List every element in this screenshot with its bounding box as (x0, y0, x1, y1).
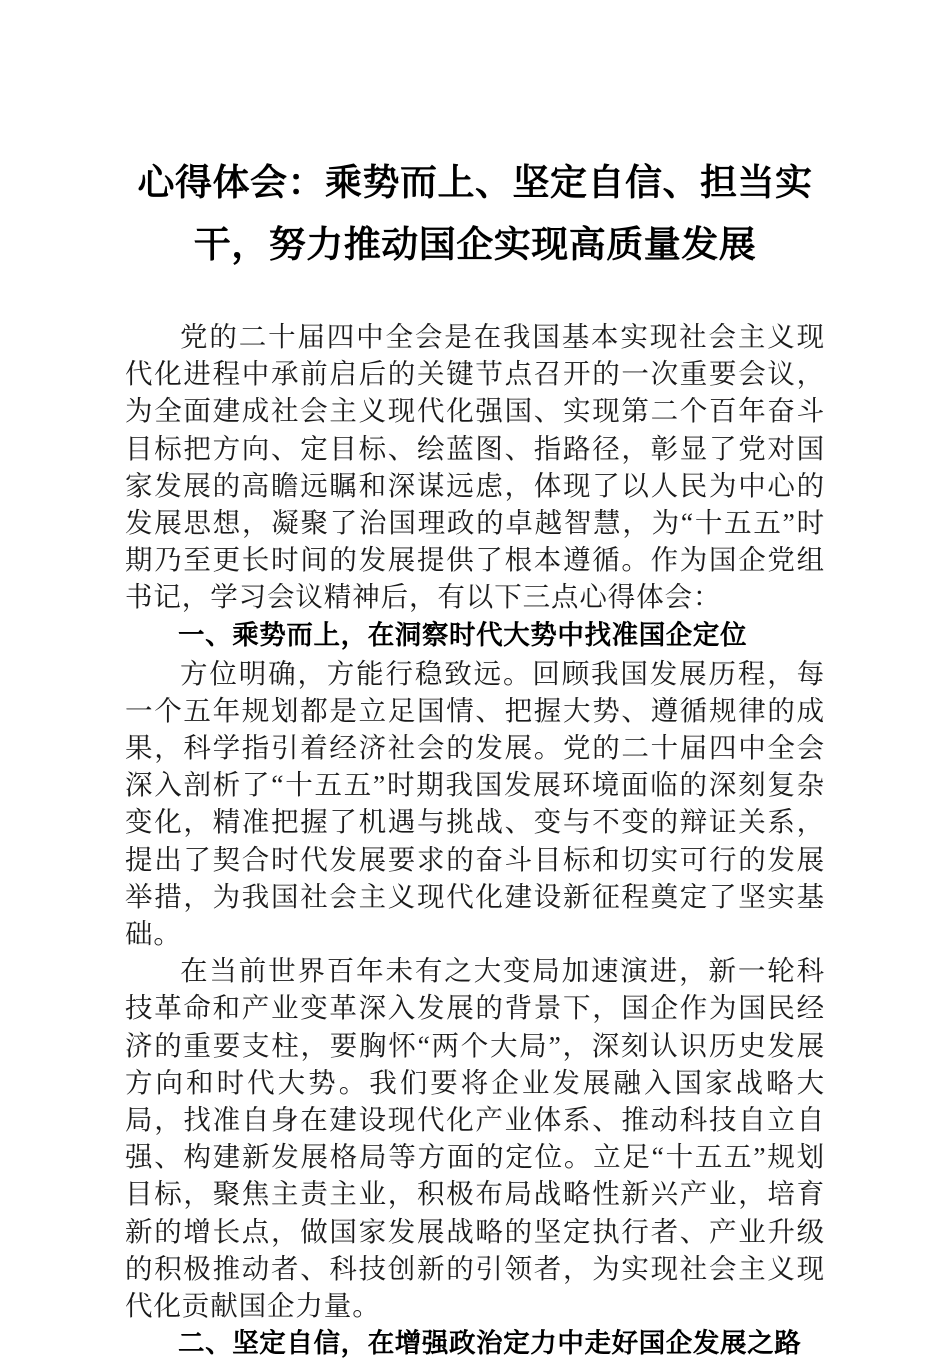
paragraph-intro: 党的二十届四中全会是在我国基本实现社会主义现代化进程中承前启后的关键节点召开的一次重要会议，为全面建成社会主义现代化强国、实现第二个百年奋斗目标把方向、定目标、绘蓝图、指路径，彰显了党对国家发展的高瞻远瞩和深谋远虑，体现了以人民为中心的发展思想，凝聚了治国理政的卓越智慧，为“十五五”时期乃至更长时间的发展提供了根本遵循。作为国企党组书记，学习会议精神后，有以下三点心得体会： (125, 321, 825, 613)
page-title (125, 0, 825, 276)
title-line-1: 心得体会：乘势而上、坚定自信、担当实 (137, 161, 813, 204)
paragraph-section1-second: 在当前世界百年未有之大变局加速演进，新一轮科技革命和产业变革深入发展的背景下，国企作为国民经济的重要支柱，要胸怀“两个大局”，深刻认识历史发展方向和时代大势。我们要将企业发展融入国家战略大局，找准自身在建设现代化产业体系、推动科技自立自强、构建新发展格局等方面的定位。立足“十五五”规划目标，聚焦主责主业，积极布局战略性新兴产业，培育新的增长点，做国家发展战略的坚定执行者、产业升级的积极推动者、科技创新的引领者，为实现社会主义现代化贡献国企力量。 (125, 955, 825, 1322)
section-heading-two: 二、坚定自信，在增强政治定力中走好国企发展之路 (178, 1328, 802, 1360)
paragraph-section1-first: 方位明确，方能行稳致远。回顾我国发展历程，每一个五年规划都是立足国情、把握大势、遵循规律的成果，科学指引着经济社会的发展。党的二十届四中全会深入剖析了“十五五”时期我国发展环境面临的深刻复杂变化，精准把握了机遇与挑战、变与不变的辩证关系，提出了契合时代发展要求的奋斗目标和切实可行的发展举措，为我国社会主义现代化建设新征程奠定了坚实基础。 (125, 657, 825, 950)
page-content-column (125, 0, 825, 1363)
title-line-2: 干，努力推动国企实现高质量发展 (193, 223, 757, 266)
section-heading-one: 一、乘势而上，在洞察时代大势中找准国企定位 (178, 619, 748, 651)
